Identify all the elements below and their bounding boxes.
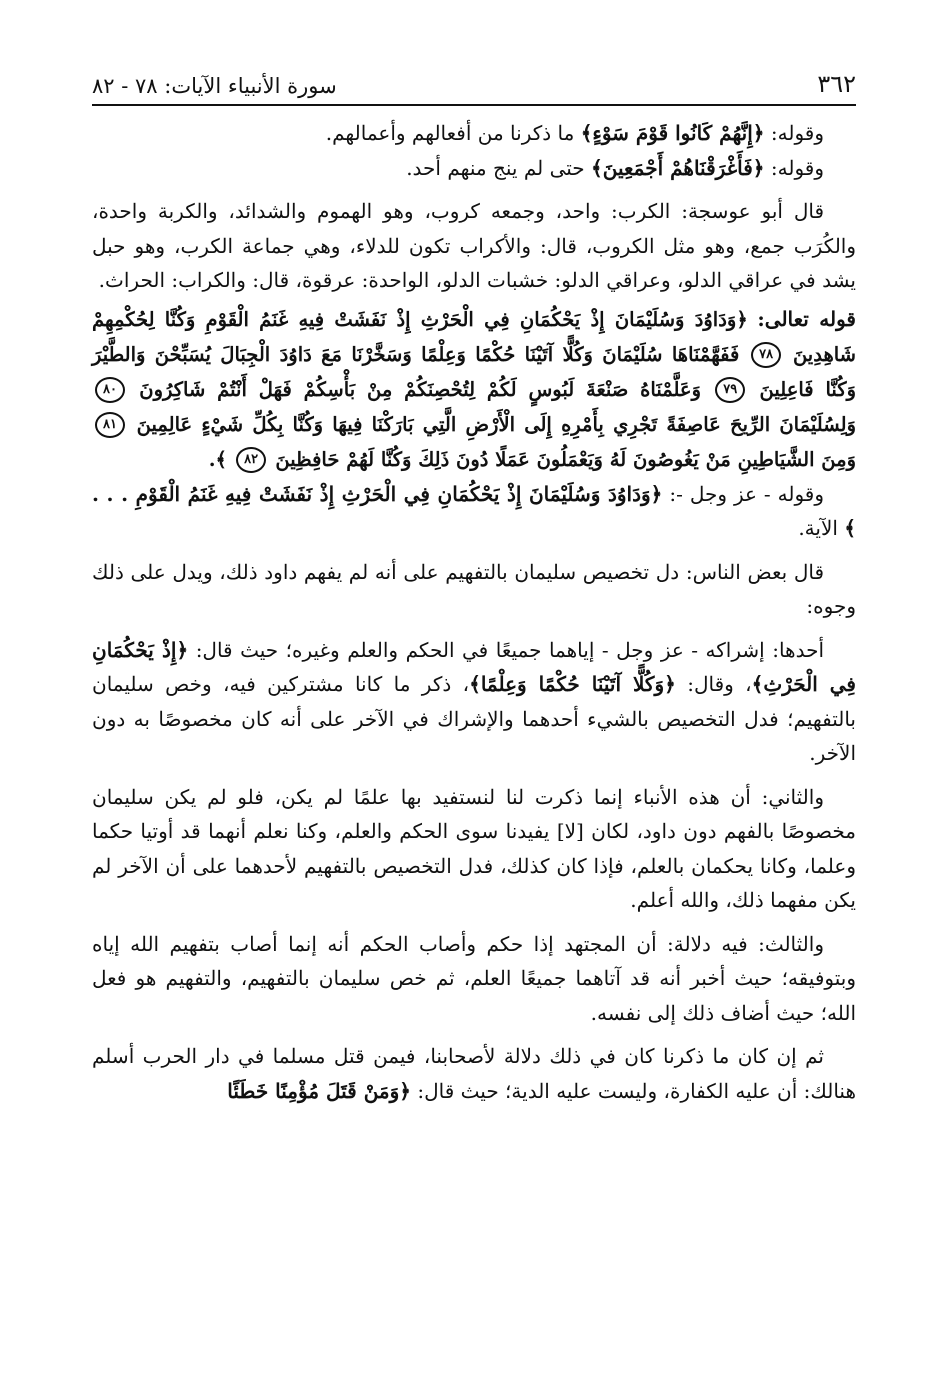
ayah-marker-78: ٧٨: [751, 342, 781, 368]
verse-segment: وَلِسُلَيْمَانَ الرِّيحَ عَاصِفَةً تَجْرِي بِأَمْرِهِ إِلَى الْأَرْضِ الَّتِي بَارَكْنَا فِيهَا وَكُنَّا بِكُلِّ شَيْءٍ عَالِمِينَ: [136, 412, 856, 436]
page-number: ٣٦٢: [817, 70, 856, 98]
paragraph-first-reason: أحدها: إشراكه - عز وجل - إياهما جميعًا في الحكم والعلم وغيره؛ حيث قال: ﴿إِذْ يَحْكُمَانِ فِي الْحَرْثِ﴾، وقال: ﴿وَكُلًّا آتَيْنَا حُكْمًا وَعِلْمًا﴾، ذكر ما كانا مشتركين فيه، وخص سليمان بالتفهيم؛ فدل التخصيص بالشيء أحدهما والإشراك في الآخر على أنه كان مخصوصًا به دون الآخر.: [92, 637, 856, 765]
running-header: [92, 58, 856, 98]
verse-segment: وَعَلَّمْنَاهُ صَنْعَةَ لَبُوسٍ لَكُمْ لِتُحْصِنَكُمْ مِنْ بَأْسِكُمْ فَهَلْ أَنْتُمْ شَاكِرُونَ: [139, 377, 701, 401]
verse-close: ﴾.: [208, 447, 227, 471]
paragraph-karb: قال أبو عوسجة: الكرب: واحد، وجمعه كروب، وهو الهموم والشدائد، والكربة واحدة، والكُرَب جمع، وهو مثل الكروب، قال: والأكراب تكون للدلاء، وهي جماعة الكرب، وهو حبل يشد في عراقي الدلو، وعراقي الدلو: خشبات الدلو، الواحدة: عرقوة، قال: والكراب: الحراث.: [92, 199, 856, 292]
paragraph-third-reason: والثالث: فيه دلالة: أن المجتهد إذا حكم وأصاب الحكم أنه إنما أصاب بتفهيم الله إياه وبتوفيقه؛ حيث أخبر أنه قد آتاهما جميعًا العلم، ثم خص سليمان بالتفهيم، والتفهيم هو فعل الله؛ حيث أضاف ذلك إلى نفسه.: [92, 931, 856, 1025]
header-rule: [92, 104, 856, 106]
chapter-title: سورة الأنبياء الآيات: ٧٨ - ٨٢: [92, 74, 337, 98]
ayah-marker-80: ٨٠: [95, 377, 125, 403]
verse-segment: ﴿وَدَاوُدَ وَسُلَيْمَانَ إِذْ يَحْكُمَانِ فِي الْحَرْثِ إِذْ نَفَشَتْ فِيهِ غَنَمُ الْقَوْمِ وَكُنَّا لِحُكْمِهِمْ شَاهِدِينَ: [92, 307, 857, 366]
paragraph-baad-annas: قال بعض الناس: دل تخصيص سليمان بالتفهيم على أنه لم يفهم داود ذلك، ويدل على ذلك وجوه:: [92, 559, 856, 618]
quran-quote: ﴿وَدَاوُدَ وَسُلَيْمَانَ إِذْ يَحْكُمَانِ فِي الْحَرْثِ إِذْ نَفَشَتْ فِيهِ غَنَمُ الْقَوْمِ . . . ﴾: [92, 481, 856, 540]
quran-verse-block: [92, 302, 856, 477]
verse-segment: فَفَهَّمْنَاهَا سُلَيْمَانَ وَكُلًّا آتَيْنَا حُكْمًا وَعِلْمًا وَسَخَّرْنَا مَعَ دَاوُدَ الْجِبَالَ يُسَبِّحْنَ وَالطَّيْرَ وَكُنَّا فَاعِلِينَ: [92, 342, 856, 401]
verse-lead: قوله تعالى:: [757, 306, 856, 331]
ayah-marker-79: ٧٩: [715, 377, 745, 403]
quran-quote: ﴿فَأَغْرَقْنَاهُمْ أَجْمَعِينَ﴾: [591, 155, 765, 180]
paragraph-wajal: وقوله - عز وجل -: ﴿وَدَاوُدَ وَسُلَيْمَانَ إِذْ يَحْكُمَانِ فِي الْحَرْثِ إِذْ نَفَشَتْ فِيهِ غَنَمُ الْقَوْمِ . . . ﴾ الآية.: [92, 481, 856, 540]
quran-quote: ﴿وَمَنْ قَتَلَ مُؤْمِنًا خَطَئًا: [227, 1078, 412, 1103]
verse-segment: وَمِنَ الشَّيَاطِينِ مَنْ يَغُوصُونَ لَهُ وَيَعْمَلُونَ عَمَلًا دُونَ ذَلِكَ وَكُنَّا لَهُمْ حَافِظِينَ: [275, 447, 856, 471]
paragraph-last: ثم إن كان ما ذكرنا كان في ذلك دلالة لأصحابنا، فيمن قتل مسلما في دار الحرب أسلم هنالك: أن عليه الكفارة، وليست عليه الدية؛ حيث قال: ﴿وَمَنْ قَتَلَ مُؤْمِنًا خَطَئًا: [92, 1044, 856, 1103]
intro-line-1: وقوله: ﴿إِنَّهُمْ كَانُوا قَوْمَ سَوْءٍ﴾ ما ذكرنا من أفعالهم وأعمالهم.: [325, 121, 824, 145]
ayah-marker-82: ٨٢: [236, 447, 266, 473]
intro-line-2: وقوله: ﴿فَأَغْرَقْنَاهُمْ أَجْمَعِينَ﴾ حتى لم ينج منهم أحد.: [406, 155, 824, 180]
ayah-marker-81: ٨١: [95, 412, 125, 438]
quran-quote: ﴿إِنَّهُمْ كَانُوا قَوْمَ سَوْءٍ﴾: [580, 121, 765, 145]
quran-quote: ﴿وَكُلًّا آتَيْنَا حُكْمًا وَعِلْمًا﴾: [469, 672, 676, 696]
quran-quote: ﴿إِذْ يَحْكُمَانِ فِي الْحَرْثِ﴾: [92, 637, 856, 696]
paragraph-second-reason: والثاني: أن هذه الأنباء إنما ذكرت لنا لنستفيد بها علمًا لم يكن، فلو لم يكن سليمان مخصوصًا بالفهم دون داود، لكان [لا] يفيدنا سوى الحكم والعلم، وكنا نعلم أنهما قد أوتيا حكما وعلما، وكانا يحكمان بالعلم، فإذا كان كذلك، فدل التخصيص بالتفهيم لأحدهما على أن الآخر لم يكن مفهما ذلك، والله أعلم.: [92, 784, 856, 912]
